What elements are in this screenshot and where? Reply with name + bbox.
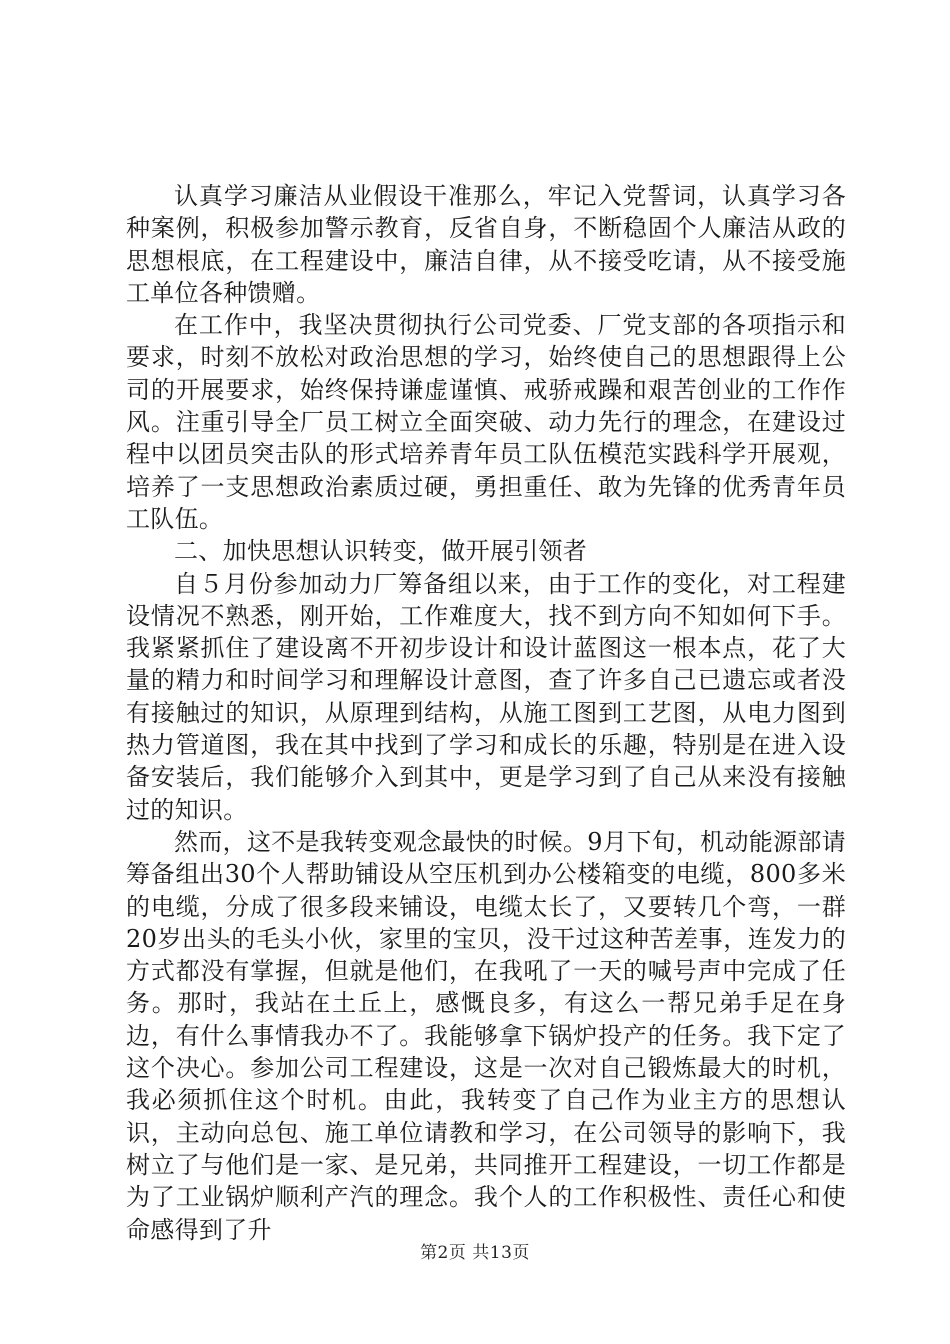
section-heading: 二、加快思想认识转变，做开展引领者 bbox=[174, 537, 588, 566]
paragraph-work-attitude: 在工作中，我坚决贯彻执行公司党委、厂党支部的各项指示和要求，时刻不放松对政治思想的学习，始终使自己的思想跟得上公司的开展要求，始终保持谦虚谨慎、戒骄戒躁和艰苦创业的工作作风。注重引导全厂员工树立全面突破、动力先行的理念，在建设过程中以团员突击队的形式培养青年员工队伍模范实践科学开展观，培养了一支思想政治素质过硬，勇担重任、敢为先锋的优秀青年员工队伍。 bbox=[126, 311, 846, 533]
document-body bbox=[126, 180, 846, 1246]
page-footer: 第2页 共13页 bbox=[420, 1243, 530, 1263]
paragraph-integrity: 认真学习廉洁从业假设干准那么，牢记入党誓词，认真学习各种案例，积极参加警示教育，反省自身，不断稳固个人廉洁从政的思想根底，在工程建设中，廉洁自律，从不接受吃请，从不接受施工单位各种馈赠。 bbox=[126, 182, 846, 307]
paragraph-transformation: 然而，这不是我转变观念最快的时候。9月下旬，机动能源部请筹备组出30个人帮助铺设从空压机到办公楼箱变的电缆，800多米的电缆，分成了很多段来铺设，电缆太长了，又要转几个弯，一群20岁出头的毛头小伙，家里的宝贝，没干过这种苦差事，连发力的方式都没有掌握，但就是他们，在我吼了一天的喊号声中完成了任务。那时，我站在土丘上，感慨良多，有这么一帮兄弟手足在身边，有什么事情我办不了。我能够拿下锅炉投产的任务。我下定了这个决心。参加公司工程建设，这是一次对自己锻炼最大的时机，我必须抓住这个时机。由此，我转变了自己作为业主方的思想认识，主动向总包、施工单位请教和学习，在公司领导的影响下，我树立了与他们是一家、是兄弟，共同推开工程建设，一切工作都是为了工业锅炉顺利产汽的理念。我个人的工作积极性、责任心和使命感得到了升 bbox=[126, 827, 846, 1244]
paragraph-learning: 自５月份参加动力厂筹备组以来，由于工作的变化，对工程建设情况不熟悉，刚开始，工作难度大，找不到方向不知如何下手。我紧紧抓住了建设离不开初步设计和设计蓝图这一根本点，花了大量的精力和时间学习和理解设计意图，查了许多自己已遗忘或者没有接触过的知识，从原理到结构，从施工图到工艺图，从电力图到热力管道图，我在其中找到了学习和成长的乐趣，特别是在进入设备安装后，我们能够介入到其中，更是学习到了自己从来没有接触过的知识。 bbox=[126, 569, 846, 824]
